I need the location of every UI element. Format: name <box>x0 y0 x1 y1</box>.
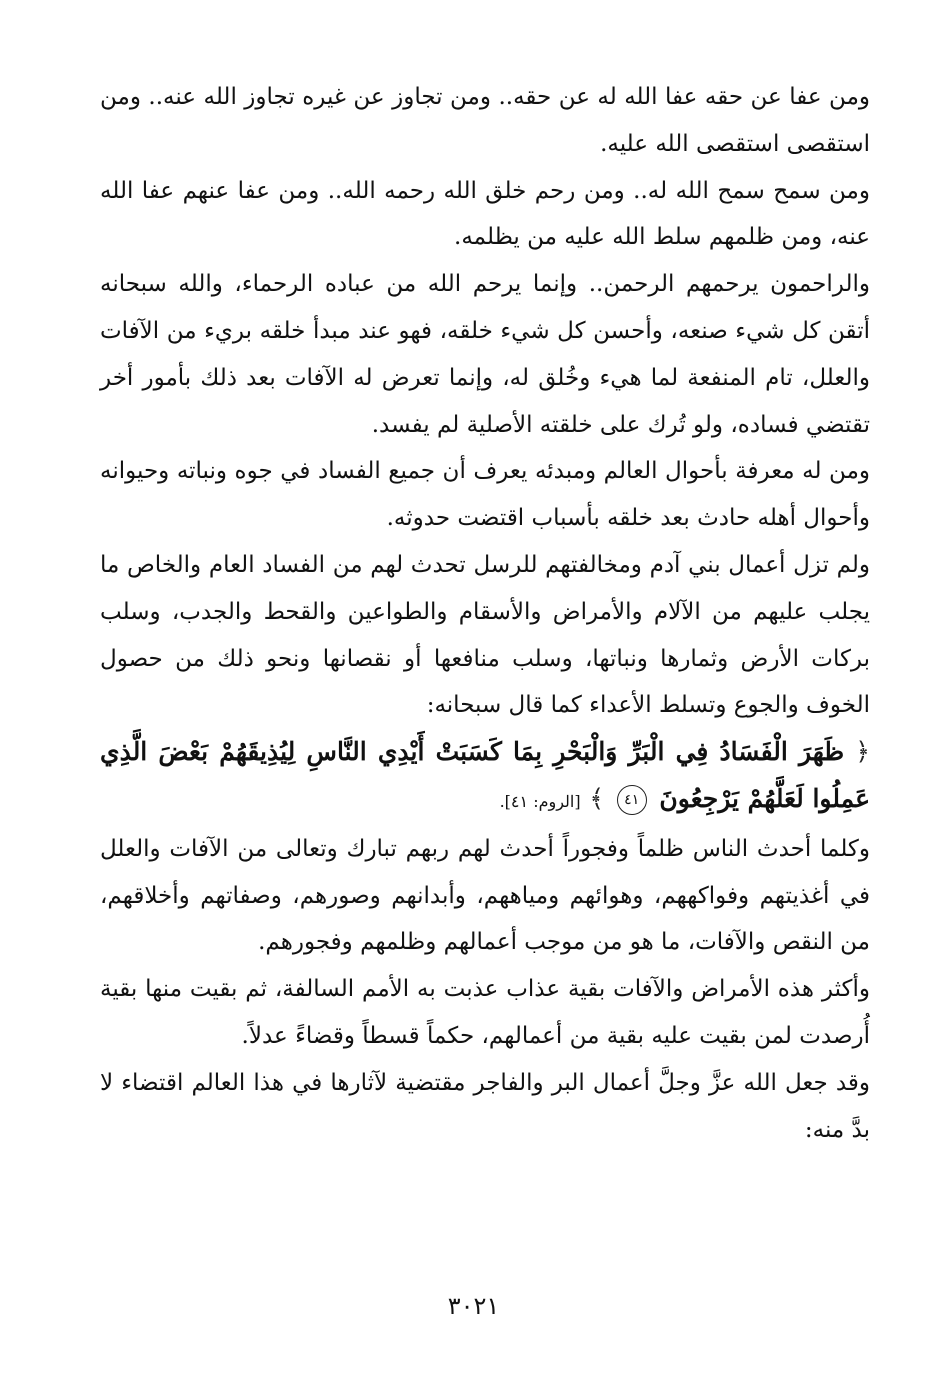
paragraph-1: ومن عفا عن حقه عفا الله له عن حقه.. ومن تجاوز عن غيره تجاوز الله عنه.. ومن استقصى استقصى الله عليه. <box>100 84 870 157</box>
verse-text: ظَهَرَ الْفَسَادُ فِي الْبَرِّ وَالْبَحْرِ بِمَا كَسَبَتْ أَيْدِي النَّاسِ لِيُذِيقَهُمْ بَعْضَ الَّذِي عَمِلُوا لَعَلَّهُمْ يَرْجِعُونَ <box>100 737 870 813</box>
paragraph-8: وقد جعل الله عزَّ وجلَّ أعمال البر والفاجر مقتضية لآثارها في هذا العالم اقتضاء لا بدَّ منه: <box>100 1069 871 1143</box>
paragraph-5: ولم تزل أعمال بني آدم ومخالفتهم للرسل تحدث لهم من الفساد العام والخاص ما يجلب عليهم من الآلام والأمراض والأسقام والطواعين والقحط والجدب، وسلب بركات الأرض وثمارها ونباتها، وسلب منافعها أو نقصانها ونحو ذلك من حصول الخوف والجوع وتسلط الأعداء كما قال سبحانه: <box>100 551 870 719</box>
page-number: ٣٠٢١ <box>447 1292 500 1320</box>
verse-reference: [الروم: ٤١]. <box>499 791 581 811</box>
paragraph-2: ومن سمح سمح الله له.. ومن رحم خلق الله رحمه الله.. ومن عفا عنهم عفا الله عنه، ومن ظلمهم سلط الله عليه من يظلمه. <box>100 177 870 251</box>
quran-verse <box>100 729 870 826</box>
ayah-number-mark: ٤١ <box>617 785 647 815</box>
paragraph-7: وأكثر هذه الأمراض والآفات بقية عذاب عذبت به الأمم السالفة، ثم بقيت منها بقية أُرصدت لمن بقيت عليه بقية من أعمالهم، حكماً قسطاً وقضاءً عدلاً. <box>100 976 870 1049</box>
paragraph-6: وكلما أحدث الناس ظلماً وفجوراً أحدث لهم ربهم تبارك وتعالى من الآفات والعلل في أغذيتهم وفواكههم، وهوائهم ومياههم، وأبدانهم وصورهم، وصفاتهم وأخلاقهم، من النقص والآفات، ما هو من موجب أعمالهم وظلمهم وفجورهم. <box>100 835 870 956</box>
paragraph-4: ومن له معرفة بأحوال العالم ومبدئه يعرف أن جميع الفساد في جوه ونباته وحيوانه وأحوال أهله حادث بعد خلقه بأسباب اقتضت حدوثه. <box>100 458 870 532</box>
verse-open-ornament: ﴿ <box>855 737 870 767</box>
main-text <box>100 74 870 1153</box>
paragraph-3: والراحمون يرحمهم الرحمن.. وإنما يرحم الله من عباده الرحماء، والله سبحانه أتقن كل شيء صنعه، وأحسن كل شيء خلقه، فهو عند مبدأ خلقه بريء من الآفات والعلل، تام المنفعة لما هيء وخُلق له، وإنما تعرض له الآفات بعد ذلك بأمور أخر تقتضي فساده، ولو تُرك على خلقته الأصلية لم يفسد. <box>100 271 870 438</box>
verse-close-ornament: ﴾ <box>589 783 604 813</box>
